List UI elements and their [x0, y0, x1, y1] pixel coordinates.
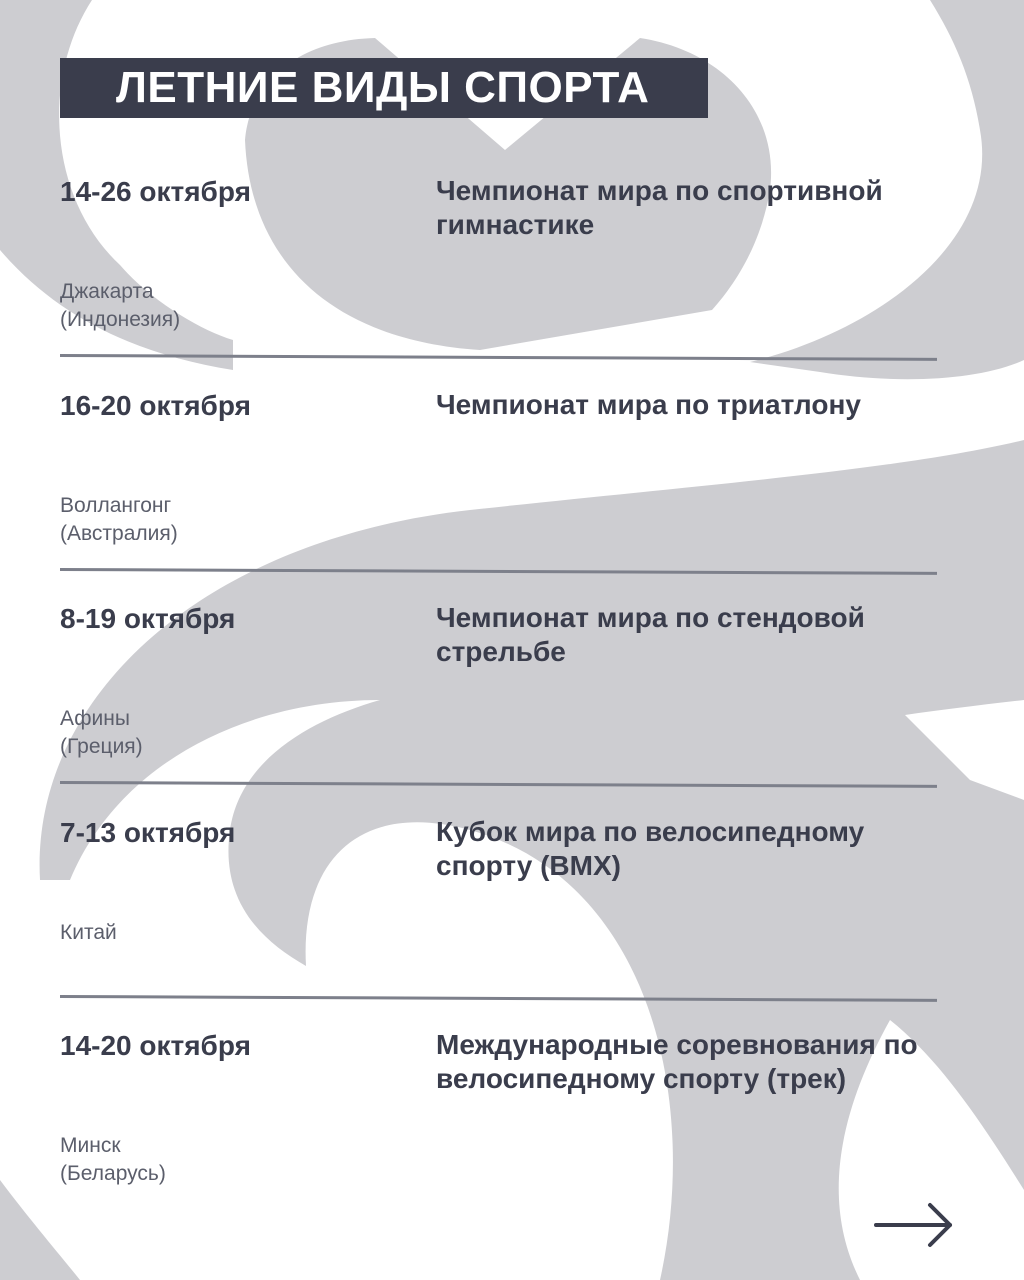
- event-location: [60, 278, 360, 334]
- event-location: [60, 1132, 360, 1188]
- event-date: 14-26 октября: [60, 176, 251, 207]
- event-title: Чемпионат мира по стендовой стрельбе: [436, 602, 865, 667]
- event-item: [60, 380, 940, 593]
- arrow-right-icon[interactable]: [872, 1200, 956, 1250]
- event-title: Чемпионат мира по спортивной гимнастике: [436, 175, 883, 240]
- event-location: [60, 492, 360, 548]
- event-location-city: Воллангонг: [60, 494, 172, 517]
- page-title: ЛЕТНИЕ ВИДЫ СПОРТА: [116, 63, 650, 112]
- event-title: Кубок мира по велосипедному спорту (BMX): [436, 816, 865, 881]
- event-location: [60, 705, 360, 761]
- event-location-city: Минск: [60, 1134, 121, 1157]
- event-location-country: (Греция): [60, 735, 143, 758]
- event-item: [60, 1020, 940, 1233]
- event-item: [60, 807, 940, 1020]
- event-date: 14-20 октября: [60, 1030, 251, 1061]
- event-title: Международные соревнования по велосипедному спорту (трек): [436, 1029, 918, 1094]
- event-location-city: Афины: [60, 707, 130, 730]
- event-location-country: (Индонезия): [60, 308, 181, 331]
- event-item: [60, 593, 940, 806]
- event-location-city: Китай: [60, 921, 117, 944]
- event-title: Чемпионат мира по триатлону: [436, 389, 861, 420]
- event-date: 7-13 октября: [60, 817, 236, 848]
- event-date: 8-19 октября: [60, 603, 236, 634]
- event-location-country: (Австралия): [60, 522, 178, 545]
- event-location-city: Джакарта: [60, 280, 154, 303]
- event-location: [60, 919, 360, 947]
- event-item: [60, 166, 940, 379]
- event-date: 16-20 октября: [60, 390, 251, 421]
- event-location-country: (Беларусь): [60, 1162, 166, 1185]
- page-title-bar: [60, 58, 708, 118]
